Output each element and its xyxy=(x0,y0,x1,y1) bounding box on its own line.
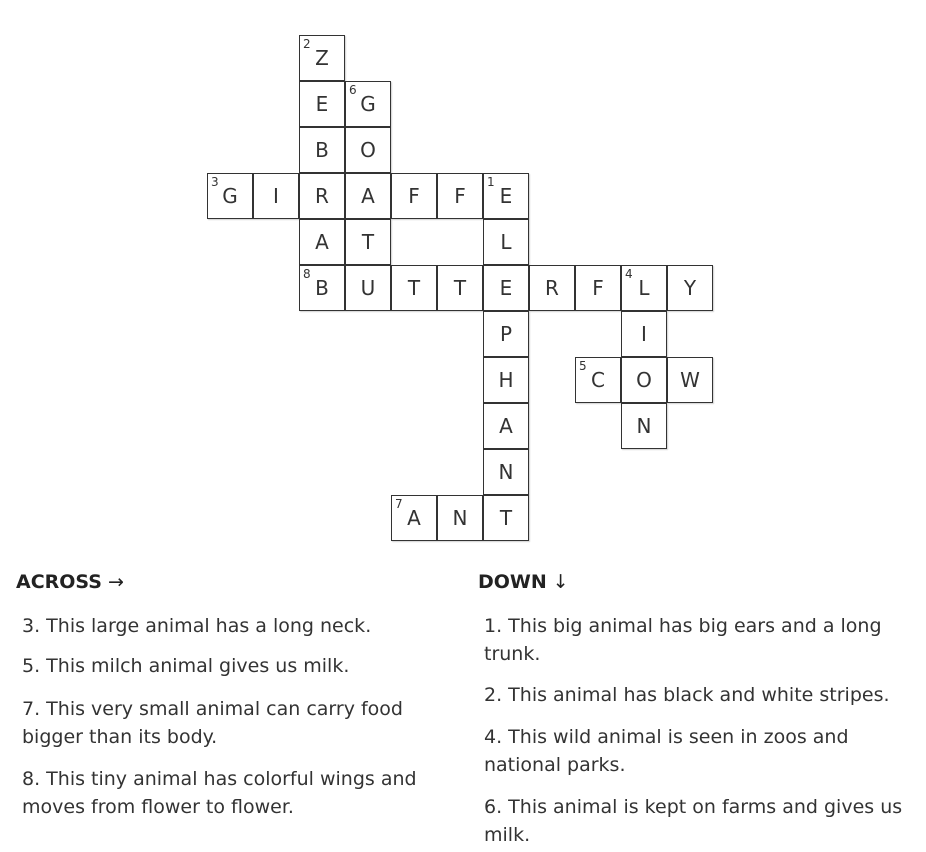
crossword-cell[interactable] xyxy=(437,495,483,541)
cell-letter: W xyxy=(680,368,700,392)
cell-letter: F xyxy=(454,184,466,208)
clue-number: 6 xyxy=(349,83,357,97)
crossword-cell[interactable] xyxy=(575,357,621,403)
crossword-cell[interactable] xyxy=(621,403,667,449)
cell-letter: A xyxy=(407,506,421,530)
across-clue-5: 5. This milch animal gives us milk. xyxy=(22,655,350,677)
cell-letter: E xyxy=(499,184,513,208)
crossword-cell[interactable] xyxy=(621,265,667,311)
clue-number: 5 xyxy=(579,359,587,373)
down-heading xyxy=(478,571,569,593)
crossword-cell[interactable] xyxy=(483,357,529,403)
crossword-cell[interactable] xyxy=(437,173,483,219)
down-arrow-icon: ↓ xyxy=(552,571,569,593)
crossword-cell[interactable] xyxy=(483,173,529,219)
cell-letter: R xyxy=(315,184,329,208)
cell-letter: T xyxy=(361,230,375,254)
crossword-cell[interactable] xyxy=(299,265,345,311)
cell-letter: O xyxy=(360,138,376,162)
crossword-cell[interactable] xyxy=(207,173,253,219)
crossword-cell[interactable] xyxy=(299,173,345,219)
clue-number: 4 xyxy=(625,267,633,281)
cell-letter: G xyxy=(360,92,376,116)
crossword-cell[interactable] xyxy=(391,265,437,311)
cell-letter: C xyxy=(591,368,605,392)
cell-letter: A xyxy=(361,184,375,208)
clue-number: 1 xyxy=(487,175,495,189)
cell-letter: O xyxy=(636,368,652,392)
cell-letter: E xyxy=(315,92,329,116)
crossword-cell[interactable] xyxy=(483,403,529,449)
crossword-cell[interactable] xyxy=(345,219,391,265)
down-clue-6: 6. This animal is kept on farms and gives us milk. xyxy=(484,796,903,846)
across-clue-3: 3. This large animal has a long neck. xyxy=(22,615,372,637)
crossword-cell[interactable] xyxy=(483,495,529,541)
crossword-cell[interactable] xyxy=(253,173,299,219)
cell-letter: F xyxy=(408,184,420,208)
cell-letter: T xyxy=(499,506,513,530)
crossword-cell[interactable] xyxy=(391,173,437,219)
cell-letter: B xyxy=(315,138,329,162)
cell-letter: N xyxy=(636,414,652,438)
clue-number: 7 xyxy=(395,497,403,511)
cell-letter: T xyxy=(453,276,467,300)
cell-letter: E xyxy=(499,276,513,300)
across-heading-label: ACROSS xyxy=(16,571,102,593)
across-clue-8: 8. This tiny animal has colorful wings and moves from flower to flower. xyxy=(22,768,417,818)
across-heading xyxy=(16,571,124,593)
cell-letter: N xyxy=(498,460,514,484)
crossword-cell[interactable] xyxy=(299,35,345,81)
crossword-cell[interactable] xyxy=(345,265,391,311)
crossword-cell[interactable] xyxy=(483,311,529,357)
crossword-cell[interactable] xyxy=(299,81,345,127)
crossword-cell[interactable] xyxy=(667,265,713,311)
crossword-cell[interactable] xyxy=(483,265,529,311)
cell-letter: T xyxy=(407,276,421,300)
cell-letter: R xyxy=(545,276,559,300)
crossword-cell[interactable] xyxy=(345,81,391,127)
down-clue-1: 1. This big animal has big ears and a long trunk. xyxy=(484,615,882,665)
crossword-cell[interactable] xyxy=(345,173,391,219)
cell-letter: P xyxy=(499,322,513,346)
cell-letter: I xyxy=(273,184,279,208)
cell-letter: B xyxy=(315,276,329,300)
crossword-cell[interactable] xyxy=(299,127,345,173)
crossword-cell[interactable] xyxy=(437,265,483,311)
crossword-cell[interactable] xyxy=(621,311,667,357)
down-clue-2: 2. This animal has black and white stripes. xyxy=(484,684,890,706)
crossword-cell[interactable] xyxy=(667,357,713,403)
cell-letter: L xyxy=(638,276,650,300)
crossword-cell[interactable] xyxy=(575,265,621,311)
cell-letter: L xyxy=(500,230,512,254)
crossword-cell[interactable] xyxy=(391,495,437,541)
cell-letter: Z xyxy=(315,46,329,70)
crossword-cell[interactable] xyxy=(529,265,575,311)
down-clue-4: 4. This wild animal is seen in zoos and national parks. xyxy=(484,726,849,776)
cell-letter: N xyxy=(452,506,468,530)
crossword-cell[interactable] xyxy=(483,219,529,265)
clue-number: 3 xyxy=(211,175,219,189)
cell-letter: U xyxy=(360,276,376,300)
crossword-cell[interactable] xyxy=(345,127,391,173)
clue-number: 2 xyxy=(303,37,311,51)
clue-number: 8 xyxy=(303,267,311,281)
cell-letter: A xyxy=(315,230,329,254)
cell-letter: I xyxy=(641,322,647,346)
right-arrow-icon: → xyxy=(107,571,124,593)
cell-letter: G xyxy=(222,184,238,208)
crossword-cell[interactable] xyxy=(621,357,667,403)
cell-letter: F xyxy=(592,276,604,300)
crossword-cell[interactable] xyxy=(483,449,529,495)
crossword-cell[interactable] xyxy=(299,219,345,265)
cell-letter: Y xyxy=(683,276,697,300)
cell-letter: H xyxy=(498,368,514,392)
across-clue-7: 7. This very small animal can carry food bigger than its body. xyxy=(22,698,403,748)
cell-letter: A xyxy=(499,414,513,438)
down-heading-label: DOWN xyxy=(478,571,547,593)
